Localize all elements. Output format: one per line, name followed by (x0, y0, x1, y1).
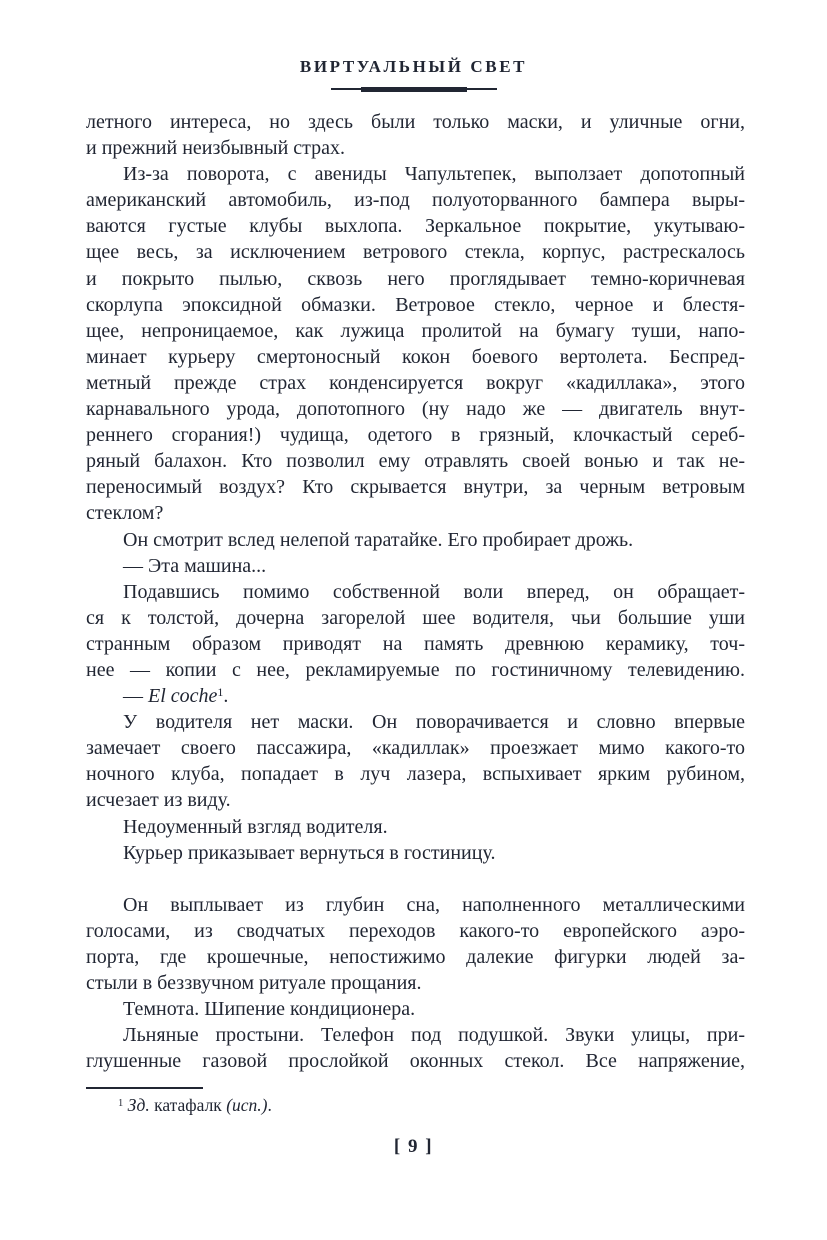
text-block (86, 109, 745, 1074)
text-line: ряный балахон. Кто позволил ему отравлять своей вонью и так не- (86, 450, 745, 473)
text-line: и прежний неизбывный страх. (86, 137, 346, 160)
text-segment: . (223, 685, 229, 708)
text-line: голосами, из сводчатых переходов какого-то европейского аэро- (86, 919, 745, 942)
text-line: и покрыто пылью, сквозь него проглядывает темно-коричневая (86, 267, 745, 290)
text-line: карнавального урода, допотопного (ну надо же — двигатель внут- (86, 398, 745, 421)
text-line: глушенные газовой прослойкой оконных стекол. Все напряжение, (86, 1050, 745, 1073)
running-head: ВИРТУАЛЬНЫЙ СВЕТ (299, 57, 528, 76)
text-line: Льняные простыни. Телефон под подушкой. Звуки улицы, при- (123, 1024, 745, 1047)
text-line: щее весь, за исключением ветрового стекла, корпус, растрескалось (86, 241, 745, 264)
text-line: — Эта машина... (123, 554, 267, 577)
text-line: нее — копии с нее, рекламируемые по гостиничному телевидению. (86, 658, 745, 681)
text-line: странным образом приводят на память древнюю керамику, точ- (86, 632, 745, 655)
text-line: скорлупа эпоксидной обмазки. Ветровое стекло, черное и блестя- (86, 293, 745, 316)
text-line: Подавшись помимо собственной воли вперед, он обращает- (123, 580, 745, 603)
text-line: Курьер приказывает вернуться в гостиницу. (123, 841, 496, 864)
text-line: исчезает из виду. (86, 789, 231, 812)
text-line: Он смотрит вслед нелепой таратайке. Его пробирает дрожь. (123, 528, 634, 551)
paragraph (86, 109, 745, 161)
text-segment: (исп.) (226, 1095, 268, 1115)
paragraph (86, 996, 745, 1022)
paragraph (86, 709, 745, 813)
paragraph (86, 161, 745, 526)
footnote-separator-rule (86, 1087, 203, 1089)
footnote-ref-marker: 1 (217, 684, 224, 699)
text-line: У водителя нет маски. Он поворачивается и словно впервые (123, 711, 745, 734)
paragraph (86, 579, 745, 683)
text-line: стеклом? (86, 502, 164, 525)
paragraph (86, 527, 745, 553)
text-line (86, 683, 745, 709)
header-rule-ornament (331, 86, 497, 92)
text-line: ночного клуба, попадает в луч лазера, вспыхивает ярким рубином, (86, 763, 745, 786)
footnote-ref-marker: 1 (118, 1097, 124, 1109)
text-line: ся к толстой, дочерна загорелой шее водителя, чьи большие уши (86, 606, 745, 629)
footnote (86, 1094, 745, 1120)
text-segment: . (267, 1095, 272, 1115)
text-line: минает курьеру смертоносный кокон боевого вертолета. Беспред- (86, 345, 745, 368)
text-segment: катафалк (149, 1095, 227, 1115)
text-line: летного интереса, но здесь были только маски, и уличные огни, (86, 111, 745, 133)
paragraph (86, 683, 745, 709)
text-line: Темнота. Шипение кондиционера. (123, 998, 416, 1021)
text-line: щее, непроницаемое, как лужица пролитой на бумагу туши, напо- (86, 319, 745, 342)
paragraph (86, 892, 745, 996)
text-line: метный прежде страх конденсируется вокруг «кадиллака», этого (86, 371, 745, 394)
text-line: порта, где крошечные, непостижимо далекие фигурки людей за- (86, 946, 745, 968)
text-segment: — (123, 685, 148, 708)
paragraph (86, 553, 745, 579)
paragraph (86, 1022, 745, 1074)
text-line: переносимый воздух? Кто скрывается внутри, за черным ветровым (86, 476, 745, 499)
page-number: [ 9 ] (393, 1136, 434, 1157)
text-segment: El coche (148, 685, 218, 708)
text-line: Из-за поворота, с авениды Чапультепек, выползает допотопный (123, 163, 745, 186)
paragraph (86, 814, 745, 840)
text-line: стыли в беззвучном ритуале прощания. (86, 972, 422, 995)
header-rule-thick-line (361, 87, 467, 92)
text-line: реннего сгорания!) чудища, одетого в грязный, клочкастый сереб- (86, 424, 745, 447)
text-line: Недоуменный взгляд водителя. (123, 815, 388, 838)
text-line: Он выплывает из глубин сна, наполненного металлическими (123, 893, 745, 916)
text-line: ваются густые клубы выхлопа. Зеркальное покрытие, укутываю- (86, 215, 745, 238)
text-line: американский автомобиль, из-под полуоторванного бампера выры- (86, 189, 745, 212)
text-line: замечает своего пассажира, «кадиллак» проезжает мимо какого-то (86, 737, 745, 760)
paragraph (86, 840, 745, 866)
footnote-text (86, 1094, 745, 1120)
text-segment: Зд. (127, 1095, 150, 1115)
